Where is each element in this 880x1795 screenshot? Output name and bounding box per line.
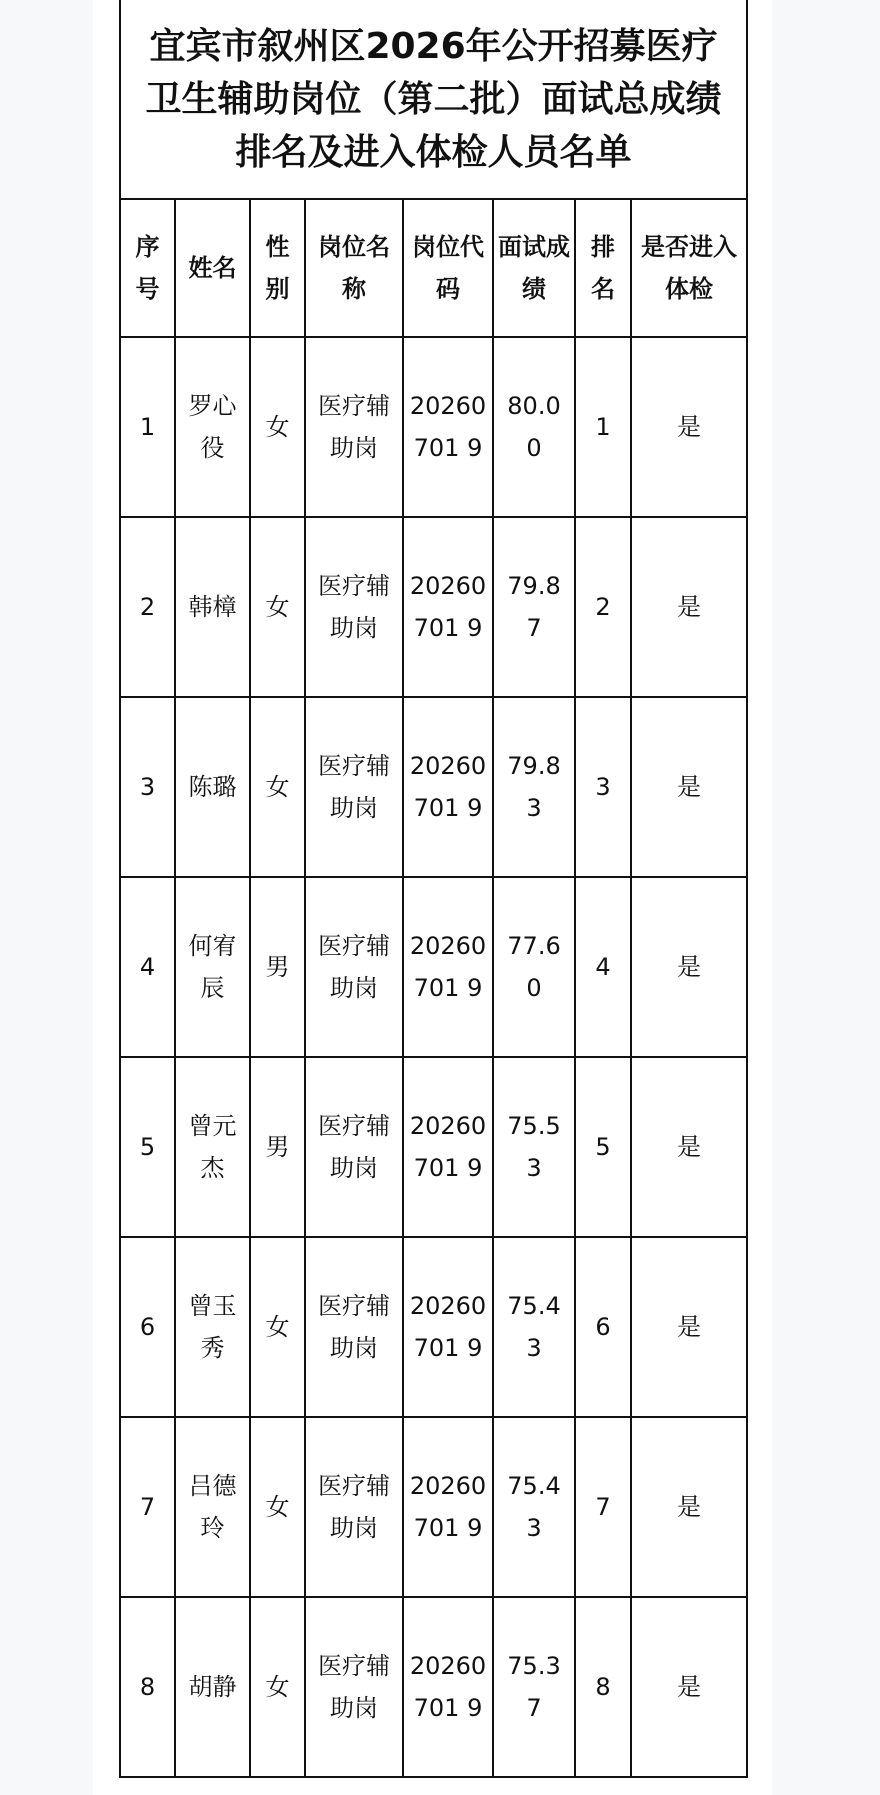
cell-rank: 2 [575,517,631,697]
cell-rank: 3 [575,697,631,877]
cell-gender: 女 [250,337,305,517]
header-rank: 排名 [575,199,631,337]
cell-seq: 7 [120,1417,175,1597]
cell-seq: 4 [120,877,175,1057]
cell-seq: 8 [120,1597,175,1777]
cell-seq: 3 [120,697,175,877]
cell-seq: 2 [120,517,175,697]
cell-gender: 女 [250,1237,305,1417]
cell-exam: 是 [631,517,747,697]
cell-rank: 8 [575,1597,631,1777]
cell-name: 陈璐 [175,697,250,877]
table-row [120,877,747,1057]
document-page [93,0,772,1795]
cell-score: 77.60 [493,877,575,1057]
cell-rank: 1 [575,337,631,517]
cell-code: 20260701 9 [403,1237,493,1417]
document-title: 宜宾市叙州区2026年公开招募医疗卫生辅助岗位（第二批）面试总成绩排名及进入体检人员名单 [120,0,747,199]
cell-exam: 是 [631,1597,747,1777]
table-row [120,1597,747,1777]
header-seq: 序号 [120,199,175,337]
table-row [120,1417,747,1597]
cell-score: 75.43 [493,1237,575,1417]
cell-code: 20260701 9 [403,1057,493,1237]
cell-score: 75.53 [493,1057,575,1237]
cell-code: 20260701 9 [403,337,493,517]
cell-code: 20260701 9 [403,1597,493,1777]
cell-gender: 女 [250,517,305,697]
cell-exam: 是 [631,1057,747,1237]
cell-post: 医疗辅助岗 [305,877,403,1057]
cell-exam: 是 [631,337,747,517]
table-row [120,1057,747,1237]
header-name: 姓名 [175,199,250,337]
cell-seq: 6 [120,1237,175,1417]
cell-name: 韩樟 [175,517,250,697]
cell-post: 医疗辅助岗 [305,1237,403,1417]
table-row [120,337,747,517]
header-post: 岗位名称 [305,199,403,337]
cell-post: 医疗辅助岗 [305,517,403,697]
table-body [120,337,747,1777]
table-row [120,517,747,697]
cell-gender: 女 [250,1597,305,1777]
header-exam: 是否进入体检 [631,199,747,337]
cell-exam: 是 [631,1237,747,1417]
cell-name: 何宥辰 [175,877,250,1057]
cell-post: 医疗辅助岗 [305,697,403,877]
cell-post: 医疗辅助岗 [305,1597,403,1777]
cell-score: 80.00 [493,337,575,517]
cell-rank: 6 [575,1237,631,1417]
table-row [120,1237,747,1417]
cell-code: 20260701 9 [403,517,493,697]
cell-exam: 是 [631,1417,747,1597]
cell-seq: 1 [120,337,175,517]
cell-code: 20260701 9 [403,877,493,1057]
cell-name: 曾玉秀 [175,1237,250,1417]
cell-gender: 男 [250,1057,305,1237]
header-gender: 性别 [250,199,305,337]
cell-code: 20260701 9 [403,1417,493,1597]
cell-rank: 5 [575,1057,631,1237]
cell-rank: 7 [575,1417,631,1597]
header-code: 岗位代码 [403,199,493,337]
cell-gender: 男 [250,877,305,1057]
cell-score: 79.83 [493,697,575,877]
cell-score: 75.37 [493,1597,575,1777]
cell-name: 罗心役 [175,337,250,517]
cell-post: 医疗辅助岗 [305,1417,403,1597]
cell-gender: 女 [250,1417,305,1597]
table-header-row [120,199,747,337]
cell-score: 75.43 [493,1417,575,1597]
cell-post: 医疗辅助岗 [305,1057,403,1237]
cell-score: 79.87 [493,517,575,697]
cell-exam: 是 [631,877,747,1057]
cell-gender: 女 [250,697,305,877]
cell-code: 20260701 9 [403,697,493,877]
header-score: 面试成绩 [493,199,575,337]
cell-exam: 是 [631,697,747,877]
cell-post: 医疗辅助岗 [305,337,403,517]
table-row [120,697,747,877]
cell-seq: 5 [120,1057,175,1237]
cell-name: 胡静 [175,1597,250,1777]
cell-rank: 4 [575,877,631,1057]
cell-name: 曾元杰 [175,1057,250,1237]
results-table [119,0,748,1778]
cell-name: 吕德玲 [175,1417,250,1597]
